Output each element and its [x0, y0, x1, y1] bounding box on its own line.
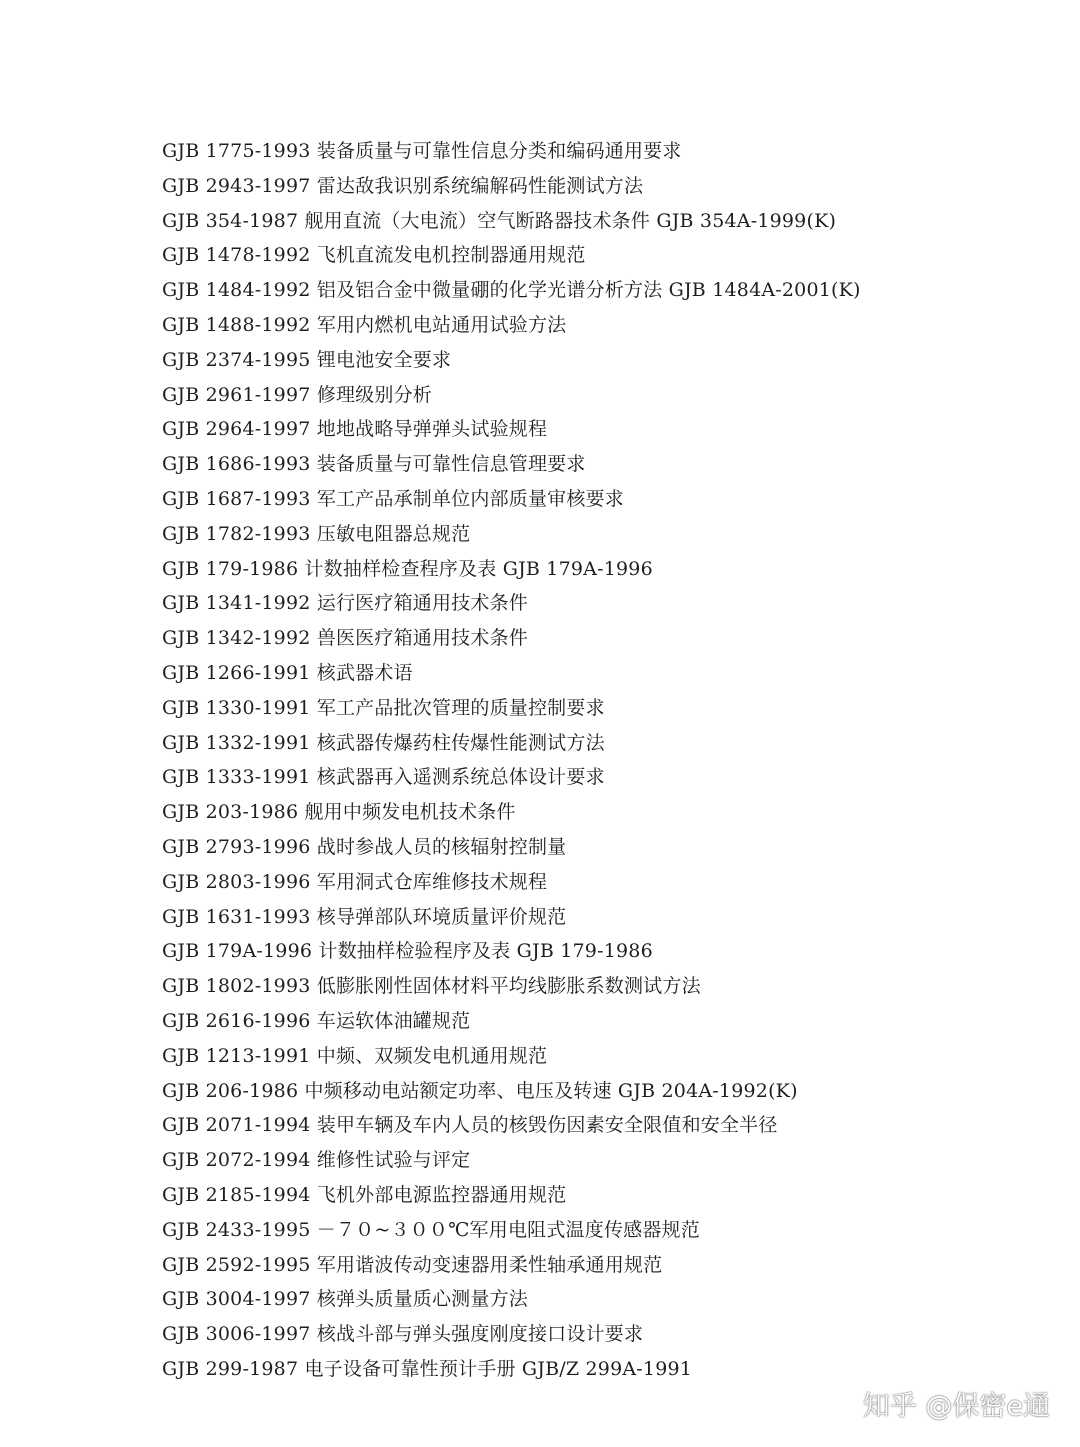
- standard-entry: GJB 2433-1995 －７０~３００℃军用电阻式温度传感器规范: [162, 1218, 700, 1241]
- standard-entry: GJB 2793-1996 战时参战人员的核辐射控制量: [162, 835, 567, 858]
- standard-entry: GJB 1484-1992 铝及铝合金中微量硼的化学光谱分析方法 GJB 1484A-2001(K): [162, 279, 861, 302]
- standard-entry: GJB 3004-1997 核弹头质量质心测量方法: [162, 1288, 528, 1311]
- standard-entry: GJB 1631-1993 核导弹部队环境质量评价规范: [162, 905, 567, 928]
- standard-entry: GJB 1488-1992 军用内燃机电站通用试验方法: [162, 313, 567, 336]
- standard-entry: GJB 2592-1995 军用谐波传动变速器用柔性轴承通用规范: [162, 1253, 663, 1276]
- standard-entry: GJB 2803-1996 军用洞式仓库维修技术规程: [162, 870, 548, 893]
- standard-entry: GJB 2071-1994 装甲车辆及车内人员的核毁伤因素安全限值和安全半径: [162, 1114, 778, 1137]
- standard-entry: GJB 1687-1993 军工产品承制单位内部质量审核要求: [162, 487, 624, 510]
- standard-entry: GJB 1333-1991 核武器再入遥测系统总体设计要求: [162, 766, 605, 789]
- standard-entry: GJB 2943-1997 雷达敌我识别系统编解码性能测试方法: [162, 174, 644, 197]
- watermark: 知乎 @保密e通: [862, 1391, 1050, 1422]
- standard-entry: GJB 1266-1991 核武器术语: [162, 661, 413, 684]
- standard-entry: GJB 1341-1992 运行医疗箱通用技术条件: [162, 592, 528, 615]
- standard-entry: GJB 1332-1991 核武器传爆药柱传爆性能测试方法: [162, 731, 605, 754]
- standard-entry: GJB 203-1986 舰用中频发电机技术条件: [162, 801, 516, 824]
- standards-list: [162, 134, 1042, 1387]
- standard-entry: GJB 1775-1993 装备质量与可靠性信息分类和编码通用要求: [162, 140, 682, 162]
- standard-entry: GJB 2616-1996 车运软体油罐规范: [162, 1009, 471, 1032]
- standard-entry: GJB 354-1987 舰用直流（大电流）空气断路器技术条件 GJB 354A-1999(K): [162, 209, 837, 232]
- standard-entry: GJB 2072-1994 维修性试验与评定: [162, 1149, 471, 1172]
- standard-entry: GJB 1213-1991 中频、双频发电机通用规范: [162, 1044, 548, 1067]
- standard-entry: GJB 1342-1992 兽医医疗箱通用技术条件: [162, 627, 528, 650]
- standard-entry: GJB 1330-1991 军工产品批次管理的质量控制要求: [162, 696, 605, 719]
- standard-entry: GJB 2185-1994 飞机外部电源监控器通用规范: [162, 1183, 567, 1206]
- standard-entry: GJB 299-1987 电子设备可靠性预计手册 GJB/Z 299A-1991: [162, 1357, 693, 1380]
- standard-entry: GJB 2961-1997 修理级别分析: [162, 383, 432, 406]
- standard-entry: GJB 3006-1997 核战斗部与弹头强度刚度接口设计要求: [162, 1323, 644, 1346]
- standard-entry: GJB 206-1986 中频移动电站额定功率、电压及转速 GJB 204A-1992(K): [162, 1079, 798, 1102]
- standard-entry: GJB 179A-1996 计数抽样检验程序及表 GJB 179-1986: [162, 940, 653, 963]
- standard-entry: GJB 1478-1992 飞机直流发电机控制器通用规范: [162, 244, 586, 267]
- standard-entry: GJB 1802-1993 低膨胀刚性固体材料平均线膨胀系数测试方法: [162, 975, 701, 998]
- standard-entry: GJB 2374-1995 锂电池安全要求: [162, 348, 452, 371]
- standard-entry: GJB 2964-1997 地地战略导弹弹头试验规程: [162, 418, 548, 441]
- standard-entry: GJB 179-1986 计数抽样检查程序及表 GJB 179A-1996: [162, 557, 653, 580]
- standard-entry: GJB 1782-1993 压敏电阻器总规范: [162, 522, 471, 545]
- standard-entry: GJB 1686-1993 装备质量与可靠性信息管理要求: [162, 453, 586, 476]
